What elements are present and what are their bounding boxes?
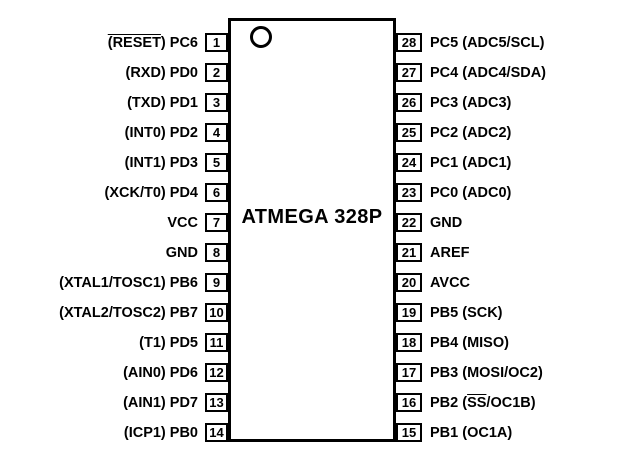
pin-row-left-14 [0, 422, 228, 443]
pin-label-right-26: PC3 (ADC3) [430, 94, 512, 111]
orientation-notch-icon [250, 26, 272, 48]
pin-label-right-22: GND [430, 214, 463, 231]
pin-number-right-15: 15 [396, 423, 422, 442]
pin-number-right-22: 22 [396, 213, 422, 232]
pin-number-right-25: 25 [396, 123, 422, 142]
pin-row-right-26 [396, 92, 620, 113]
pin-row-left-13 [0, 392, 228, 413]
pin-label-right-20: AVCC [430, 274, 471, 291]
pin-row-right-28 [396, 32, 620, 53]
pin-label-left-9: (XTAL1/TOSC1) PB6 [59, 274, 198, 291]
pin-label-right-19: PB5 (SCK) [430, 304, 503, 321]
pin-number-left-2: 2 [205, 63, 228, 82]
pin-number-right-21: 21 [396, 243, 422, 262]
pin-number-right-16: 16 [396, 393, 422, 412]
pin-label-left-12: (AIN0) PD6 [123, 364, 198, 381]
pin-label-left-2: (RXD) PD0 [125, 64, 198, 81]
pin-number-left-6: 6 [205, 183, 228, 202]
pin-label-left-1: (RESET) PC6 [107, 34, 198, 51]
pin-number-right-26: 26 [396, 93, 422, 112]
pin-label-right-23: PC0 (ADC0) [430, 184, 512, 201]
pin-row-left-7 [0, 212, 228, 233]
pin-number-right-28: 28 [396, 33, 422, 52]
pin-number-left-12: 12 [205, 363, 228, 382]
pin-label-right-21: AREF [430, 244, 470, 261]
pin-label-right-25: PC2 (ADC2) [430, 124, 512, 141]
pin-row-right-15 [396, 422, 620, 443]
pin-row-left-12 [0, 362, 228, 383]
pin-row-left-4 [0, 122, 228, 143]
pin-row-right-22 [396, 212, 620, 233]
pin-number-right-20: 20 [396, 273, 422, 292]
pin-number-right-17: 17 [396, 363, 422, 382]
pin-row-right-20 [396, 272, 620, 293]
pin-number-left-9: 9 [205, 273, 228, 292]
pin-number-right-18: 18 [396, 333, 422, 352]
pin-label-right-18: PB4 (MISO) [430, 334, 509, 351]
pin-number-left-1: 1 [205, 33, 228, 52]
pin-row-left-3 [0, 92, 228, 113]
chip-body [228, 18, 396, 442]
pin-row-right-18 [396, 332, 620, 353]
pin-number-left-5: 5 [205, 153, 228, 172]
pin-label-right-28: PC5 (ADC5/SCL) [430, 34, 545, 51]
pin-row-right-27 [396, 62, 620, 83]
pin-row-left-6 [0, 182, 228, 203]
pin-number-left-8: 8 [205, 243, 228, 262]
pin-number-left-4: 4 [205, 123, 228, 142]
pin-label-right-27: PC4 (ADC4/SDA) [430, 64, 547, 81]
pin-label-left-3: (TXD) PD1 [127, 94, 198, 111]
chip-part-number: ATMEGA 328P [241, 206, 383, 228]
pin-number-left-10: 10 [205, 303, 228, 322]
pin-number-left-7: 7 [205, 213, 228, 232]
pin-row-right-23 [396, 182, 620, 203]
pin-number-left-3: 3 [205, 93, 228, 112]
pin-number-right-27: 27 [396, 63, 422, 82]
pin-row-left-10 [0, 302, 228, 323]
pin-row-right-19 [396, 302, 620, 323]
pin-row-right-16 [396, 392, 620, 413]
pin-number-left-13: 13 [205, 393, 228, 412]
pin-label-left-10: (XTAL2/TOSC2) PB7 [59, 304, 198, 321]
pin-label-left-4: (INT0) PD2 [124, 124, 198, 141]
pin-row-left-1 [0, 32, 228, 53]
pin-row-right-21 [396, 242, 620, 263]
pin-row-left-2 [0, 62, 228, 83]
pin-label-left-11: (T1) PD5 [139, 334, 198, 351]
pin-label-right-17: PB3 (MOSI/OC2) [430, 364, 543, 381]
pin-row-left-9 [0, 272, 228, 293]
pin-number-right-23: 23 [396, 183, 422, 202]
pin-row-right-24 [396, 152, 620, 173]
pin-row-right-25 [396, 122, 620, 143]
pin-label-left-14: (ICP1) PB0 [123, 424, 198, 441]
pin-label-left-8: GND [165, 244, 198, 261]
pin-number-right-24: 24 [396, 153, 422, 172]
pin-row-left-5 [0, 152, 228, 173]
pin-row-left-11 [0, 332, 228, 353]
pin-label-left-13: (AIN1) PD7 [123, 394, 198, 411]
pin-label-left-6: (XCK/T0) PD4 [104, 184, 198, 201]
pin-row-left-8 [0, 242, 228, 263]
pin-label-right-16: PB2 $(\overline{SS}/OC1B)$ [430, 394, 536, 411]
pin-number-left-14: 14 [205, 423, 228, 442]
pin-label-right-24: PC1 (ADC1) [430, 154, 512, 171]
pin-label-right-15: PB1 (OC1A) [430, 424, 513, 441]
pin-number-left-11: 11 [205, 333, 228, 352]
pin-label-left-5: (INT1) PD3 [124, 154, 198, 171]
pin-label-left-7: VCC [167, 214, 198, 231]
pin-number-right-19: 19 [396, 303, 422, 322]
pin-row-right-17 [396, 362, 620, 383]
